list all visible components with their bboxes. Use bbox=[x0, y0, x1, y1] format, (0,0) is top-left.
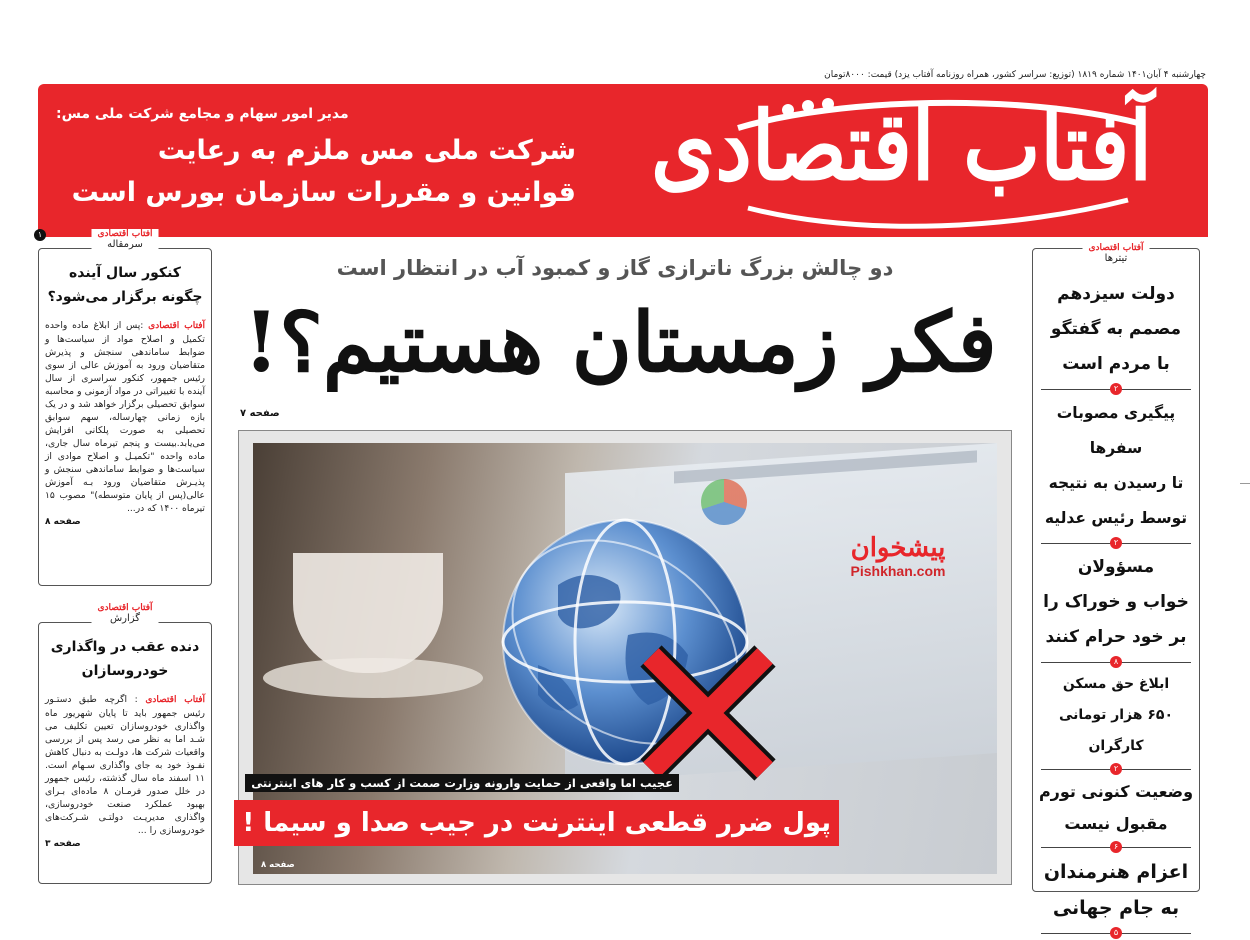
brief-line: مسؤولان bbox=[1077, 557, 1155, 577]
brief-separator bbox=[1033, 655, 1199, 669]
brief-item[interactable] bbox=[1033, 669, 1199, 762]
red-x-icon bbox=[633, 638, 783, 788]
brief-separator bbox=[1033, 840, 1199, 854]
brief-page-badge: ۵ bbox=[1110, 927, 1122, 939]
brief-separator bbox=[1033, 762, 1199, 776]
right-column-briefs bbox=[1032, 243, 1200, 937]
brief-separator bbox=[1033, 382, 1199, 396]
brief-line: پیگیری مصوبات سفرها bbox=[1056, 404, 1176, 457]
brief-separator bbox=[1033, 536, 1199, 550]
brief-page-badge: ۶ bbox=[1110, 841, 1122, 853]
brief-item[interactable] bbox=[1033, 396, 1199, 536]
editorial-page-ref: صفحه ۸ bbox=[45, 517, 81, 527]
report-title bbox=[45, 635, 205, 683]
brief-item[interactable] bbox=[1033, 277, 1199, 382]
watermark-fa: پیشخوان bbox=[850, 533, 946, 563]
brief-line: اعزام هنرمندان bbox=[1043, 861, 1189, 883]
brief-line: به جام جهانی bbox=[1052, 897, 1180, 919]
editorial-label: سرمقاله bbox=[107, 239, 143, 250]
report-title-line2: خودروسازان bbox=[81, 663, 169, 679]
report-page-ref: صفحه ۳ bbox=[45, 839, 81, 849]
photo-caption-headline[interactable]: پول ضرر قطعی اینترنت در جیب صدا و سیما ! bbox=[234, 800, 839, 846]
brief-line: ۶۵۰ هزار تومانی کارگران bbox=[1058, 707, 1174, 754]
newspaper-logo bbox=[651, 88, 1158, 233]
report-label: گزارش bbox=[109, 613, 141, 624]
brief-line: تا رسیدن به نتیجه bbox=[1048, 474, 1184, 492]
photo-page-ref: صفحه ۸ bbox=[261, 860, 295, 870]
main-headline[interactable]: فکر زمستان هستیم؟! bbox=[243, 295, 997, 391]
mini-logo: آفتاب اقتصادی bbox=[97, 229, 153, 239]
dateline: چهارشنبه ۴ آبان۱۴۰۱ شماره ۱۸۱۹ (توزیع: سراسر کشور، همراه روزنامه آفتاب یزد) قیمت: ۸۰۰۰تومان bbox=[824, 70, 1206, 80]
inline-logo: آفتاب اقتصادی bbox=[148, 321, 205, 331]
brief-line: بر خود حرام کنند bbox=[1045, 627, 1187, 647]
left-column bbox=[38, 229, 212, 884]
coffee-cup-graphic bbox=[293, 553, 443, 673]
masthead-headline-line2: قوانین و مقررات سازمان بورس است bbox=[71, 177, 576, 208]
lead-photo[interactable] bbox=[242, 443, 997, 874]
masthead-headline[interactable] bbox=[56, 130, 576, 214]
photo-caption-kicker: عجیب اما واقعی از حمایت وارونه وزارت صمت از کسب و کار های اینترنتی bbox=[245, 774, 679, 792]
brief-line: مصمم به گفتگو bbox=[1050, 319, 1182, 339]
brief-item[interactable] bbox=[1033, 550, 1199, 655]
pishkhan-watermark bbox=[828, 533, 968, 579]
brief-page-badge: ۲ bbox=[1110, 383, 1122, 395]
mini-logo: آفتاب اقتصادی bbox=[97, 603, 153, 613]
lead-photo-frame bbox=[238, 430, 1012, 885]
brief-line: وضعیت کنونی تورم bbox=[1038, 782, 1194, 801]
briefs-tag bbox=[1083, 243, 1150, 264]
brief-page-badge: ۲ bbox=[1110, 537, 1122, 549]
brief-item[interactable] bbox=[1033, 854, 1199, 926]
inline-logo: آفتاب اقتصادی bbox=[145, 695, 205, 705]
masthead-headline-line1: شرکت ملی مس ملزم به رعایت bbox=[157, 135, 576, 166]
main-kicker: دو چالش بزرگ ناترازی گاز و کمبود آب در انتظار است bbox=[336, 256, 894, 280]
brief-separator bbox=[1033, 926, 1199, 940]
watermark-en: Pishkhan.com bbox=[850, 563, 946, 579]
editorial-title bbox=[45, 261, 205, 309]
editorial-body bbox=[45, 319, 205, 515]
report-title-line1: دنده عقب در واگذاری bbox=[50, 639, 200, 655]
brief-item[interactable] bbox=[1033, 776, 1199, 840]
editorial-body-text: :پس از ابلاغ ماده واحده تکمیل و اصلاح مواد از سیاست‌ها و ضوابط ساماندهی سنجش و پذیرش متقاضیان ورود به آموزش عالی از سوی رئیس جمهور، کنکور سراسری از سال آینده با تغییراتی در مواد آزمونی و محاسبه سوابق تحصیلی برگزار خواهد شد و در یک بازه زمانی چهارساله، سهم سوابق تحصیلی به صورت پلکانی افزایش می‌یابد.بیست و پنجم تیرماه سال جاری، ماده واحده "تکمیـل و اصلاح موادی از سیاست‌ها و ضوابط ساماندهی سنجش و پذیـرش متقاضیان ورود بـه آموزش عالی(پس از پایان متوسطه)" مصوب ۱۵ تیرماه ۱۴۰۰ که در... bbox=[45, 320, 205, 514]
edge-divider bbox=[1240, 483, 1250, 484]
brief-line: با مردم است bbox=[1062, 354, 1170, 374]
brief-page-badge: ۲ bbox=[1110, 763, 1122, 775]
report-tag bbox=[92, 603, 159, 624]
masthead bbox=[38, 84, 1208, 237]
masthead-kicker: مدیر امور سهام و مجامع شرکت ملی مس: bbox=[56, 106, 349, 122]
logo-text: آفتاب اقتصادی bbox=[651, 91, 1152, 203]
editorial-title-line1: کنکور سال آینده bbox=[69, 265, 181, 281]
report-body-text: : اگرچه طبق دستـور رئیس جمهور باید تا پایان شهریور ماه واگذاری خودروسازان تعیین تکلیف می شـد اما به نظر می رسد پس از بررسی واقعیات شرکت ها، دولـت به دنبال کاهش نفـوذ خود به جای واگذاری سـهام است. ۱۱ اسفند ماه سال گذشته، رئیس جمهور در خلل صدور فرمـان ۸ ماده‌ای بـرای بهبود عملکرد صنعت خودروسازی، واگذاری مدیریـت دولتـی شـرکت‌های خودروسازی را ... bbox=[45, 694, 205, 836]
brief-line: ابلاغ حق مسکن bbox=[1062, 676, 1170, 692]
brief-line: دولت سیزدهم bbox=[1057, 284, 1175, 304]
main-headline-page-ref: صفحه ۷ bbox=[240, 408, 280, 419]
page-number-badge: ۱ bbox=[34, 229, 46, 241]
briefs-label: تیترها bbox=[1104, 253, 1128, 264]
report-box[interactable] bbox=[38, 603, 212, 884]
brief-line: خواب و خوراک را bbox=[1043, 592, 1189, 612]
brief-line: مقبول نیست bbox=[1064, 814, 1168, 833]
mini-logo: آفتاب اقتصادی bbox=[1088, 243, 1144, 253]
editorial-title-line2: چگونه برگزار می‌شود؟ bbox=[47, 289, 203, 305]
editorial-box[interactable] bbox=[38, 229, 212, 586]
report-body bbox=[45, 693, 205, 837]
editorial-tag bbox=[92, 229, 159, 250]
brief-line: توسط رئیس عدلیه bbox=[1044, 509, 1188, 527]
brief-page-badge: ۸ bbox=[1110, 656, 1122, 668]
